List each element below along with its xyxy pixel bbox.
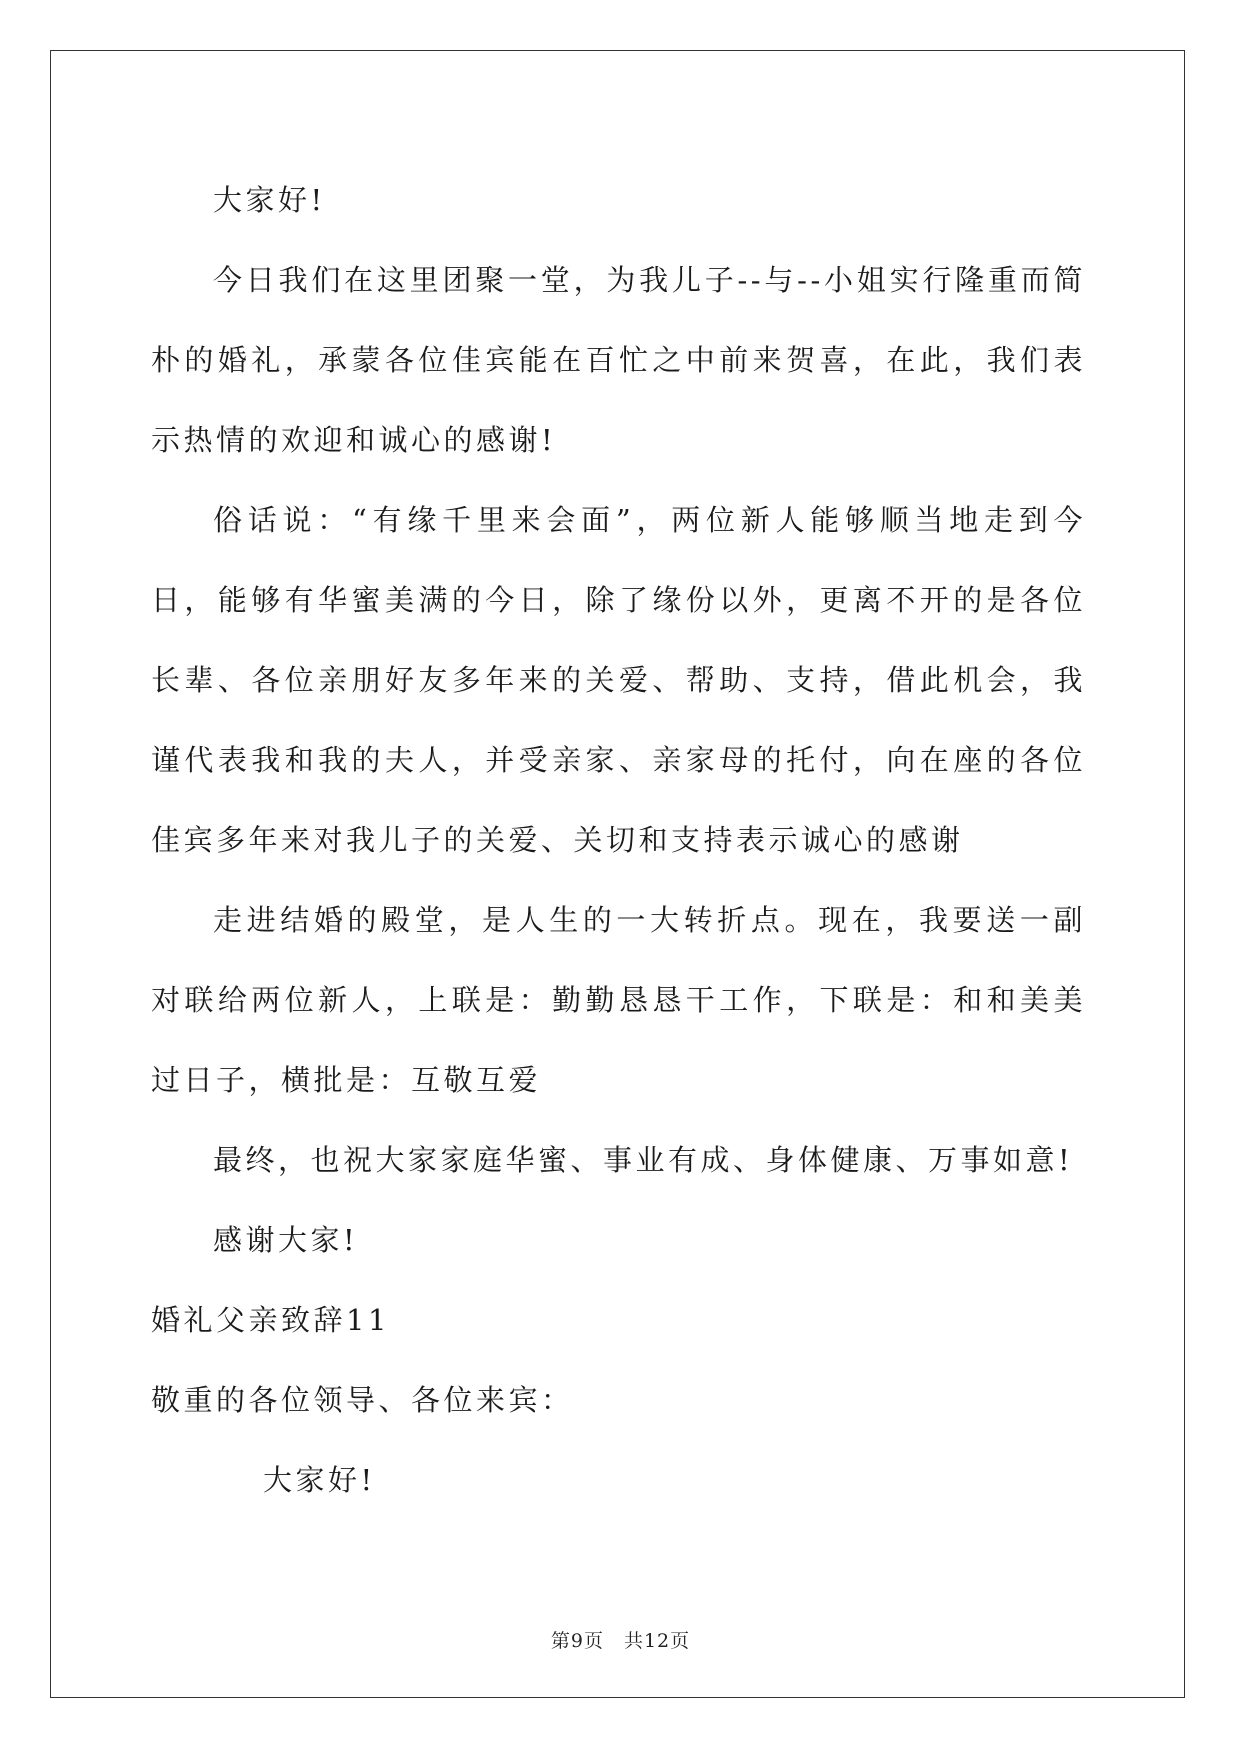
second-greeting-paragraph: 大家好! [263,1463,376,1497]
greeting-paragraph: 大家好! [213,183,326,217]
thanks-paragraph: 俗话说：“有缘千里来会面”，两位新人能够顺当地走到今日，能够有华蜜美满的今日，除了缘份以外，更离不开的是各位长辈、各位亲朋好友多年来的关爱、帮助、支持，借此机会，我谨代表我和我的夫人，并受亲家、亲家母的托付，向在座的各位佳宾多年来对我儿子的关爱、关切和支持表示诚心的感谢 [151,503,1086,857]
salutation-paragraph: 敬重的各位领导、各位来宾： [151,1383,574,1417]
opening-paragraph: 今日我们在这里团聚一堂，为我儿子--与--小姐实行隆重而简朴的婚礼，承蒙各位佳宾能在百忙之中前来贺喜，在此，我们表示热情的欢迎和诚心的感谢! [151,263,1086,457]
couplet-paragraph: 走进结婚的殿堂，是人生的一大转折点。现在，我要送一副对联给两位新人，上联是：勤勤恳恳干工作，下联是：和和美美过日子，横批是：互敬互爱 [151,903,1086,1097]
wishes-paragraph: 最终，也祝大家家庭华蜜、事业有成、身体健康、万事如意! [213,1143,1074,1177]
page-number-label: 第9页 共12页 [550,1630,691,1652]
section-heading: 婚礼父亲致辞11 [151,1303,390,1337]
closing-paragraph: 感谢大家! [213,1223,359,1257]
page-footer [0,1626,1241,1653]
document-body [151,160,1086,1520]
